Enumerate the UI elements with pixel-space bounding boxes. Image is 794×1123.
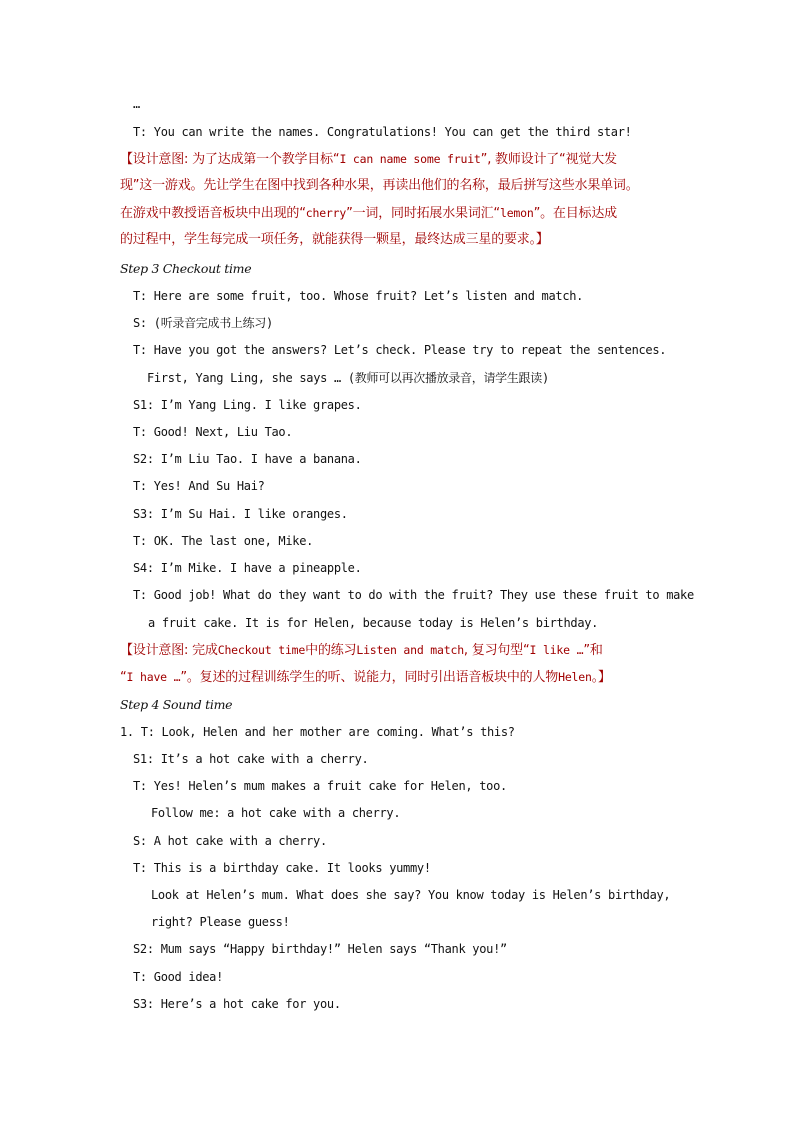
dialogue-line: right? Please guess! — [151, 915, 290, 929]
dialogue-line: S3: Here’s a hot cake for you. — [133, 997, 341, 1011]
design-note-text: cherry — [305, 206, 347, 220]
design-note-text: ”一词，同时拓展水果词汇“ — [346, 206, 500, 221]
design-note-text: I can name some fruit — [339, 152, 481, 166]
design-note-text: 。】 — [591, 670, 611, 685]
design-note-text: ”和 — [583, 643, 603, 658]
step-heading: Step 3 Checkout time — [120, 261, 252, 276]
dialogue-line: T: Have you got the answers? Let’s check. Please try to repeat the sentences. — [133, 343, 667, 357]
ellipsis-line: … — [133, 97, 140, 111]
design-note-text: ”。复述的过程训练学生的听、说能力，同时引出语音板块中的人物 — [180, 670, 559, 685]
design-note-line — [120, 205, 617, 222]
design-note-text: I like … — [529, 643, 584, 657]
dialogue-line: S1: I’m Yang Ling. I like grapes. — [133, 398, 362, 412]
design-note-text: 中的练习 — [305, 643, 357, 658]
design-note-text: I have … — [126, 670, 181, 684]
design-note-line — [120, 642, 603, 659]
dialogue-line: 1. T: Look, Helen and her mother are coming. What’s this? — [120, 725, 515, 739]
design-note-text: ”。在目标达成 — [533, 206, 617, 221]
design-note-line: 的过程中，学生每完成一项任务，就能获得一颗星，最终达成三星的要求。】 — [120, 232, 549, 247]
dialogue-line: a fruit cake. It is for Helen, because today is Helen’s birthday. — [148, 616, 599, 630]
dialogue-line: T: OK. The last one, Mike. — [133, 534, 314, 548]
dialogue-line: S1: It’s a hot cake with a cherry. — [133, 752, 369, 766]
dialogue-line: T: Here are some fruit, too. Whose fruit? Let’s listen and match. — [133, 289, 584, 303]
dialogue-line: T: Good idea! — [133, 970, 224, 984]
design-note-line: 现”这一游戏。先让学生在图中找到各种水果，再读出他们的名称，最后拼写这些水果单词。 — [120, 178, 639, 193]
dialogue-line: S3: I’m Su Hai. I like oranges. — [133, 507, 348, 521]
design-note-text: Helen — [558, 670, 592, 684]
dialogue-line: S2: Mum says “Happy birthday!” Helen says “Thank you!” — [133, 942, 507, 956]
design-note-line — [120, 669, 611, 686]
design-note-text: Checkout time — [217, 643, 306, 657]
design-note-text: 【设计意图: 为了达成第一个教学目标“ — [120, 152, 340, 167]
dialogue-line: T: Good job! What do they want to do with the fruit? They use these fruit to make — [133, 588, 694, 602]
dialogue-line: S: A hot cake with a cherry. — [133, 834, 327, 848]
dialogue-line: T: Yes! And Su Hai? — [133, 479, 265, 493]
dialogue-line: First, Yang Ling, she says … (教师可以再次播放录音，请学生跟读) — [147, 371, 549, 385]
dialogue-line: T: You can write the names. Congratulations! You can get the third star! — [133, 125, 632, 139]
design-note-text: “ — [120, 670, 127, 685]
dialogue-line: Follow me: a hot cake with a cherry. — [151, 806, 401, 820]
dialogue-line: T: Good! Next, Liu Tao. — [133, 425, 293, 439]
design-note-text: 【设计意图: 完成 — [120, 643, 218, 658]
dialogue-line: T: Yes! Helen’s mum makes a fruit cake for Helen, too. — [133, 779, 507, 793]
dialogue-line: S: (听录音完成书上练习) — [133, 316, 273, 330]
dialogue-line: Look at Helen’s mum. What does she say? You know today is Helen’s birthday, — [151, 888, 671, 902]
dialogue-line: T: This is a birthday cake. It looks yummy! — [133, 861, 431, 875]
design-note-text: lemon — [499, 206, 534, 220]
design-note-text: Listen and match — [356, 643, 464, 657]
step-heading: Step 4 Sound time — [120, 697, 233, 712]
dialogue-line: S4: I’m Mike. I have a pineapple. — [133, 561, 362, 575]
dialogue-line: S2: I’m Liu Tao. I have a banana. — [133, 452, 362, 466]
design-note-text: , 复习句型“ — [463, 643, 530, 658]
design-note-line — [120, 151, 617, 168]
design-note-text: ”, 教师设计了“视觉大发 — [480, 152, 617, 167]
design-note-text: 在游戏中教授语音板块中出现的“ — [120, 206, 306, 221]
